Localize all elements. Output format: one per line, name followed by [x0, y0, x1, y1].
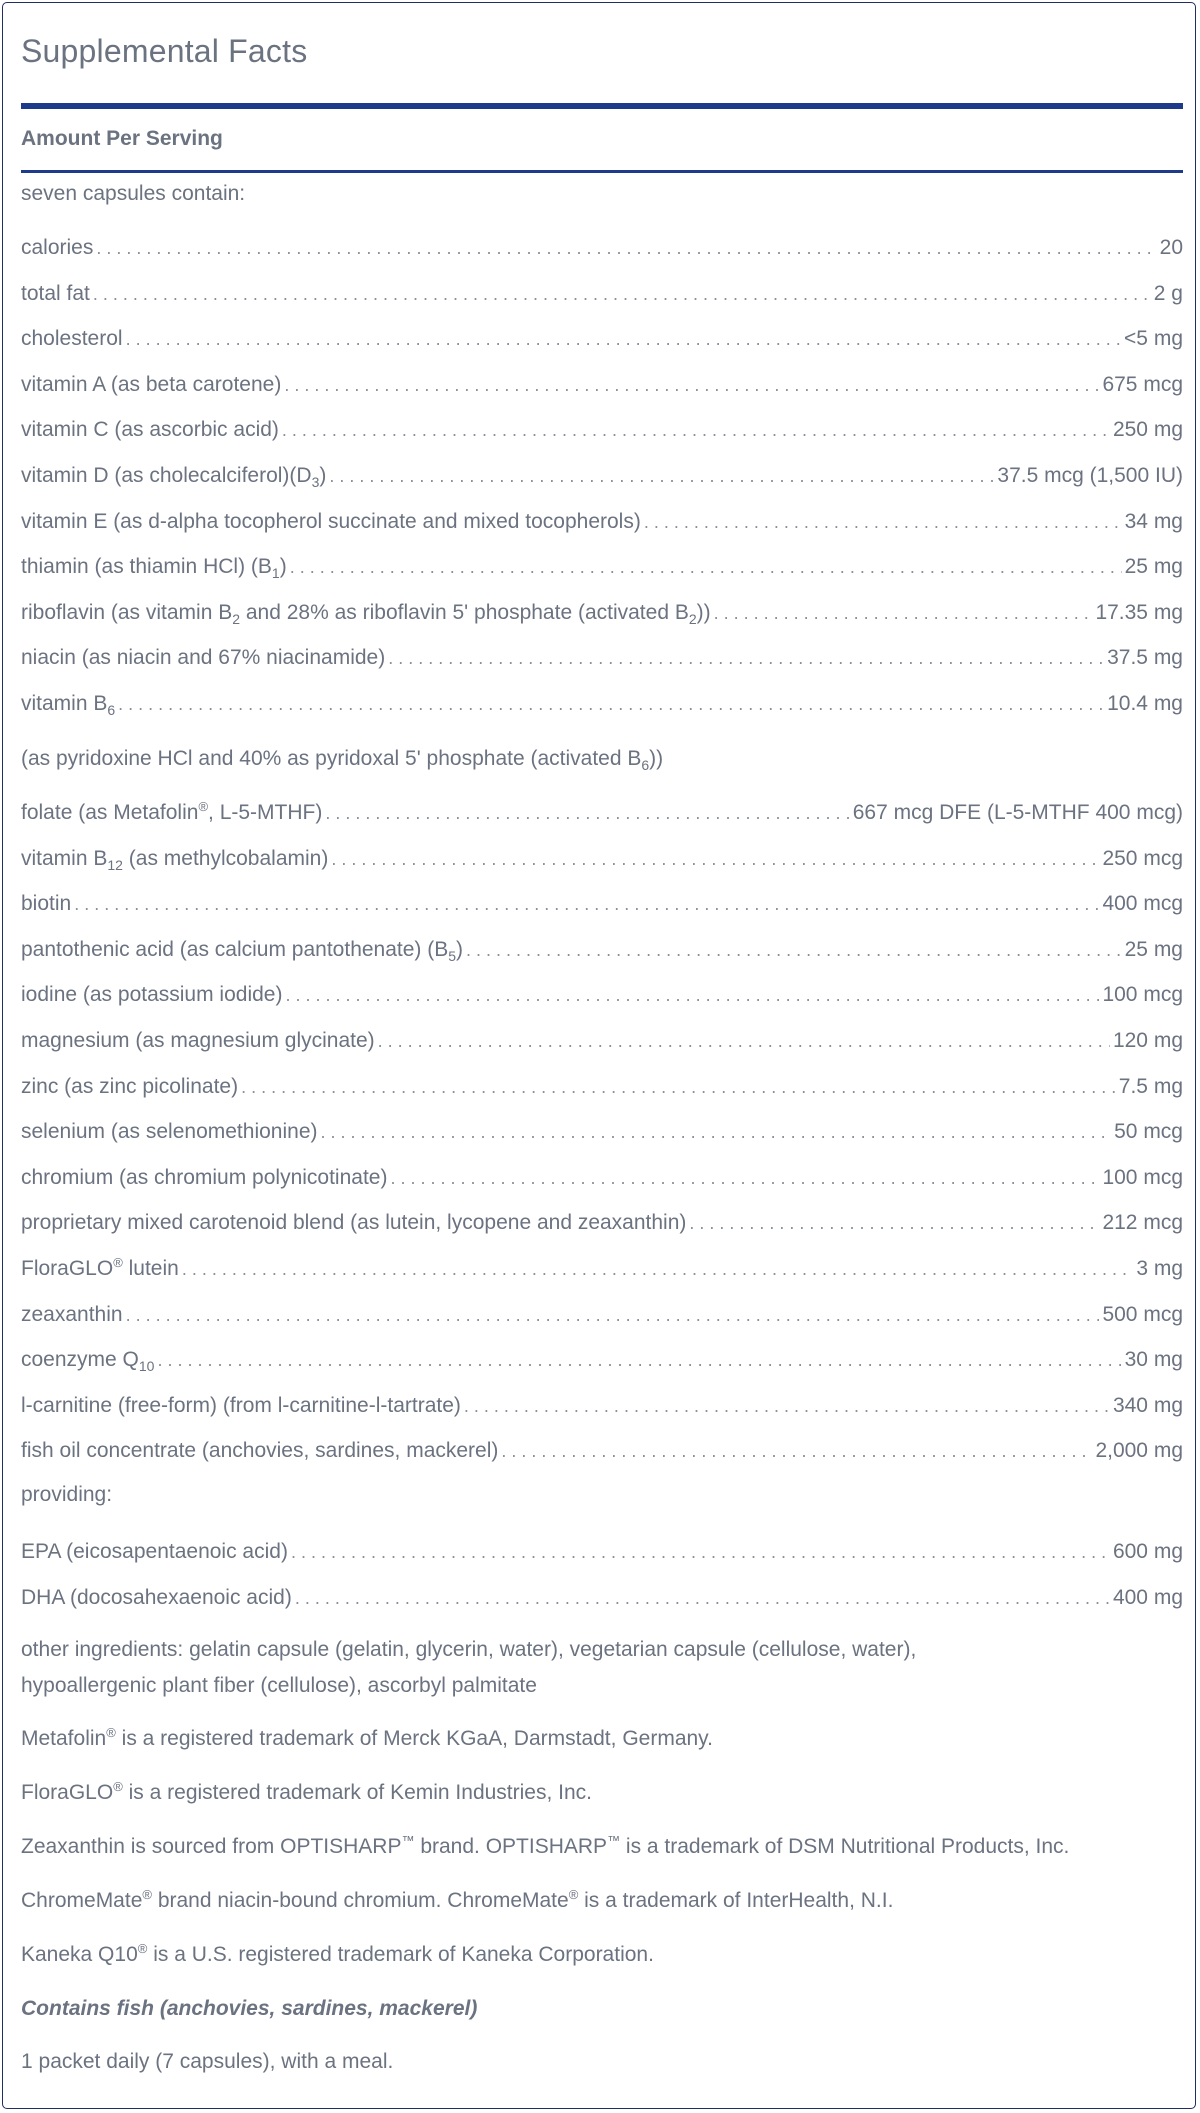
nutrient-amount: 2,000 mg [1095, 1439, 1183, 1463]
nutrient-row [21, 416, 1183, 444]
nutrient-amount: <5 mg [1124, 327, 1183, 351]
nutrient-row [21, 1164, 1183, 1192]
dot-leader [157, 1346, 1121, 1374]
b6-note-sub: 6 [641, 757, 650, 774]
nutrient-amount: 500 mcg [1102, 1302, 1183, 1326]
nutrient-label: vitamin $B_6$ [21, 692, 116, 719]
trademark-symbol: ® [113, 1779, 123, 1794]
nutrient-row [21, 371, 1183, 399]
dot-leader [388, 644, 1104, 672]
dot-leader [241, 1073, 1116, 1101]
nutrient-label: riboflavin (as vitamin $B_2$ and 28% as riboflavin 5' phosphate (activated $B_2$)) [21, 600, 711, 627]
trademark-note: FloraGLO® is a registered trademark of Kemin Industries, Inc. [21, 1779, 592, 1804]
b6-note-after: )) [649, 747, 664, 770]
trademark-note: Zeaxanthin is sourced from OPTISHARP™ brand. OPTISHARP™ is a trademark of DSM Nutritional Products, Inc. [21, 1833, 1070, 1858]
panel-title: Supplemental Facts [21, 33, 308, 69]
nutrient-row [21, 1118, 1183, 1146]
nutrient-row [21, 799, 1183, 827]
supplement-facts-panel [2, 2, 1196, 2109]
nutrient-label: vitamin D (as $cholecalciferol)(D_3)$ [21, 464, 327, 491]
nutrient-label: pantothenic acid (as calcium pantothenate) $(B_5)$ [21, 937, 464, 964]
b6-note [21, 745, 1183, 773]
dot-leader [714, 599, 1093, 627]
dot-leader [390, 1164, 1099, 1192]
dot-leader [96, 234, 1156, 262]
nutrient-amount: 250 mg [1112, 418, 1183, 442]
nutrient-amount: 20 [1159, 236, 1183, 259]
nutrient-amount: 667 mcg DFE (L-5-MTHF 400 mcg) [852, 801, 1183, 824]
dot-leader [464, 1392, 1110, 1420]
label-superscript: ® [198, 799, 209, 814]
nutrient-label: total fat [21, 281, 90, 305]
dot-leader [126, 325, 1121, 353]
nutrient-row [21, 644, 1183, 672]
nutrient-amount: 10.4 mg [1107, 692, 1183, 715]
nutrient-label: niacin (as niacin and 67% niacinamide) [21, 646, 386, 670]
nutrient-amount: 400 mcg [1102, 892, 1183, 916]
label-superscript: ® [113, 1255, 123, 1270]
nutrient-row [21, 280, 1183, 308]
nutrient-amount: 600 mg [1112, 1540, 1183, 1563]
nutrient-label: folate (as Metafolin®, L-5-MTHF) [21, 799, 323, 824]
nutrient-label: magnesium (as magnesium glycinate) [21, 1029, 375, 1052]
thin-divider [21, 170, 1183, 173]
nutrient-amount: 30 mg [1124, 1348, 1183, 1372]
nutrient-row [21, 599, 1183, 627]
nutrient-amount: 400 mg [1112, 1585, 1183, 1609]
allergen-warning: Contains fish (anchovies, sardines, mackerel) [21, 1997, 478, 2020]
dot-leader [295, 1584, 1110, 1612]
dot-leader [501, 1437, 1092, 1465]
nutrient-row [21, 325, 1183, 353]
nutrient-amount: 340 mg [1112, 1393, 1183, 1417]
other-ingredients-line-1: other ingredients: gelatin capsule (gelatin, glycerin, water), vegetarian capsule (cellulose, water), [21, 1638, 917, 1661]
nutrient-label: zeaxanthin [21, 1302, 123, 1326]
nutrient-label: biotin [21, 892, 72, 916]
dot-leader [378, 1027, 1110, 1055]
dot-leader [93, 280, 1151, 308]
nutrient-row [21, 1255, 1183, 1283]
nutrient-label: vitamin C (as ascorbic acid) [21, 418, 279, 442]
nutrient-row [21, 981, 1183, 1009]
nutrient-row [21, 1392, 1183, 1420]
label-subscript: 2 [232, 610, 241, 627]
trademark-note: Metafolin® is a registered trademark of Merck KGaA, Darmstadt, Germany. [21, 1725, 713, 1750]
nutrient-amount: 25 mg [1124, 555, 1183, 579]
dot-leader [118, 690, 1104, 718]
trademark-symbol: ™ [401, 1833, 415, 1848]
dot-leader [285, 981, 1099, 1009]
label-subscript: 1 [271, 565, 280, 582]
label-subscript: 6 [107, 702, 116, 719]
trademark-note: ChromeMate® brand niacin-bound chromium. ChromeMate® is a trademark of InterHealth, N.I. [21, 1887, 894, 1912]
directions: 1 packet daily (7 capsules), with a meal. [21, 2050, 394, 2073]
dot-leader [291, 1538, 1110, 1566]
label-subscript: 2 [688, 610, 697, 627]
nutrient-amount: 2 g [1153, 281, 1183, 305]
nutrient-row [21, 234, 1183, 262]
nutrient-row [21, 936, 1183, 964]
nutrient-amount: 37.5 mg [1107, 646, 1183, 670]
dot-leader [290, 553, 1122, 581]
nutrient-row [21, 1538, 1183, 1566]
nutrient-label: selenium (as selenomethionine) [21, 1120, 318, 1144]
nutrient-label: vitamin A (as beta carotene) [21, 372, 282, 396]
dot-leader [329, 462, 994, 490]
nutrient-row [21, 553, 1183, 581]
nutrient-amount: 7.5 mg [1118, 1074, 1183, 1098]
other-ingredients-line-2: hypoallergenic plant fiber (cellulose), ascorbyl palmitate [21, 1674, 537, 1697]
nutrient-amount: 212 mcg [1102, 1211, 1183, 1235]
trademark-symbol: ® [106, 1725, 116, 1740]
nutrient-row [21, 1346, 1183, 1374]
nutrient-label: zinc (as zinc picolinate) [21, 1074, 239, 1098]
dot-leader [182, 1255, 1133, 1283]
label-subscript: 10 [138, 1358, 155, 1375]
dot-leader [325, 799, 849, 827]
nutrient-row [21, 1437, 1183, 1465]
nutrient-row [21, 1027, 1183, 1055]
dot-leader [126, 1301, 1100, 1329]
label-subscript: 12 [107, 856, 123, 873]
trademark-symbol: ® [137, 1941, 148, 1956]
nutrient-label: proprietary mixed carotenoid blend (as lutein, lycopene and zeaxanthin) [21, 1211, 687, 1235]
nutrient-amount: 675 mcg [1102, 372, 1183, 396]
nutrient-label: thiamin (as thiamin HCl) $(B_1)$ [21, 555, 287, 582]
amount-per-serving-header: Amount Per Serving [21, 127, 223, 150]
nutrient-row [21, 1209, 1183, 1237]
nutrient-row [21, 845, 1183, 873]
trademark-symbol: ® [142, 1887, 152, 1902]
nutrient-amount: 50 mcg [1114, 1120, 1183, 1144]
serving-note: seven capsules contain: [21, 182, 246, 205]
providing-label: providing: [21, 1483, 113, 1506]
nutrient-label: fish oil concentrate (anchovies, sardines, mackerel) [21, 1439, 499, 1463]
dot-leader [74, 890, 1099, 918]
nutrient-label: calories [21, 236, 94, 259]
nutrient-row [21, 1584, 1183, 1612]
nutrient-label: iodine (as potassium iodide) [21, 983, 283, 1007]
nutrient-row [21, 1073, 1183, 1101]
trademark-symbol: ® [568, 1887, 579, 1902]
nutrient-amount: 100 mcg [1102, 1165, 1183, 1189]
dot-leader [644, 508, 1122, 536]
trademark-note: Kaneka Q10® is a U.S. registered trademark of Kaneka Corporation. [21, 1941, 654, 1966]
nutrient-label: FloraGLO® lutein [21, 1255, 179, 1280]
nutrient-row [21, 890, 1183, 918]
nutrient-amount: 120 mg [1112, 1029, 1183, 1052]
dot-leader [284, 371, 1099, 399]
nutrient-amount: 37.5 mcg (1,500 IU) [997, 464, 1183, 487]
nutrient-amount: 100 mcg [1102, 983, 1183, 1007]
nutrient-label: vitamin E (as d-alpha tocopherol succinate and mixed tocopherols) [21, 509, 641, 533]
nutrient-label: chromium (as chromium polynicotinate) [21, 1165, 388, 1189]
dot-leader [331, 845, 1099, 873]
dot-leader [689, 1209, 1099, 1237]
nutrient-label: vitamin $B_{12}$ (as methylcobalamin) [21, 846, 329, 873]
nutrient-label: EPA (eicosapentaenoic acid) [21, 1540, 288, 1563]
dot-leader [466, 936, 1122, 964]
nutrient-amount: 17.35 mg [1095, 600, 1183, 624]
thick-divider [21, 103, 1183, 109]
trademark-symbol: ™ [607, 1833, 621, 1848]
nutrient-label: coenzyme $Q_{10}$ [21, 1348, 155, 1375]
dot-leader [282, 416, 1110, 444]
nutrient-label: DHA (docosahexaenoic acid) [21, 1585, 292, 1609]
nutrient-amount: 3 mg [1136, 1257, 1183, 1280]
nutrient-label: l-carnitine (free-form) (from l-carnitine-l-tartrate) [21, 1393, 461, 1417]
label-subscript: 5 [448, 947, 457, 964]
label-subscript: 3 [311, 474, 320, 491]
dot-leader [321, 1118, 1112, 1146]
nutrient-amount: 34 mg [1124, 509, 1183, 533]
nutrient-row [21, 508, 1183, 536]
nutrient-label: cholesterol [21, 327, 123, 351]
nutrient-row [21, 462, 1183, 490]
b6-note-text: (as pyridoxine HCl and 40% as pyridoxal 5' phosphate (activated B [21, 747, 642, 770]
nutrient-amount: 25 mg [1124, 937, 1183, 961]
nutrient-row [21, 1301, 1183, 1329]
nutrient-row [21, 690, 1183, 718]
nutrient-amount: 250 mcg [1102, 846, 1183, 870]
